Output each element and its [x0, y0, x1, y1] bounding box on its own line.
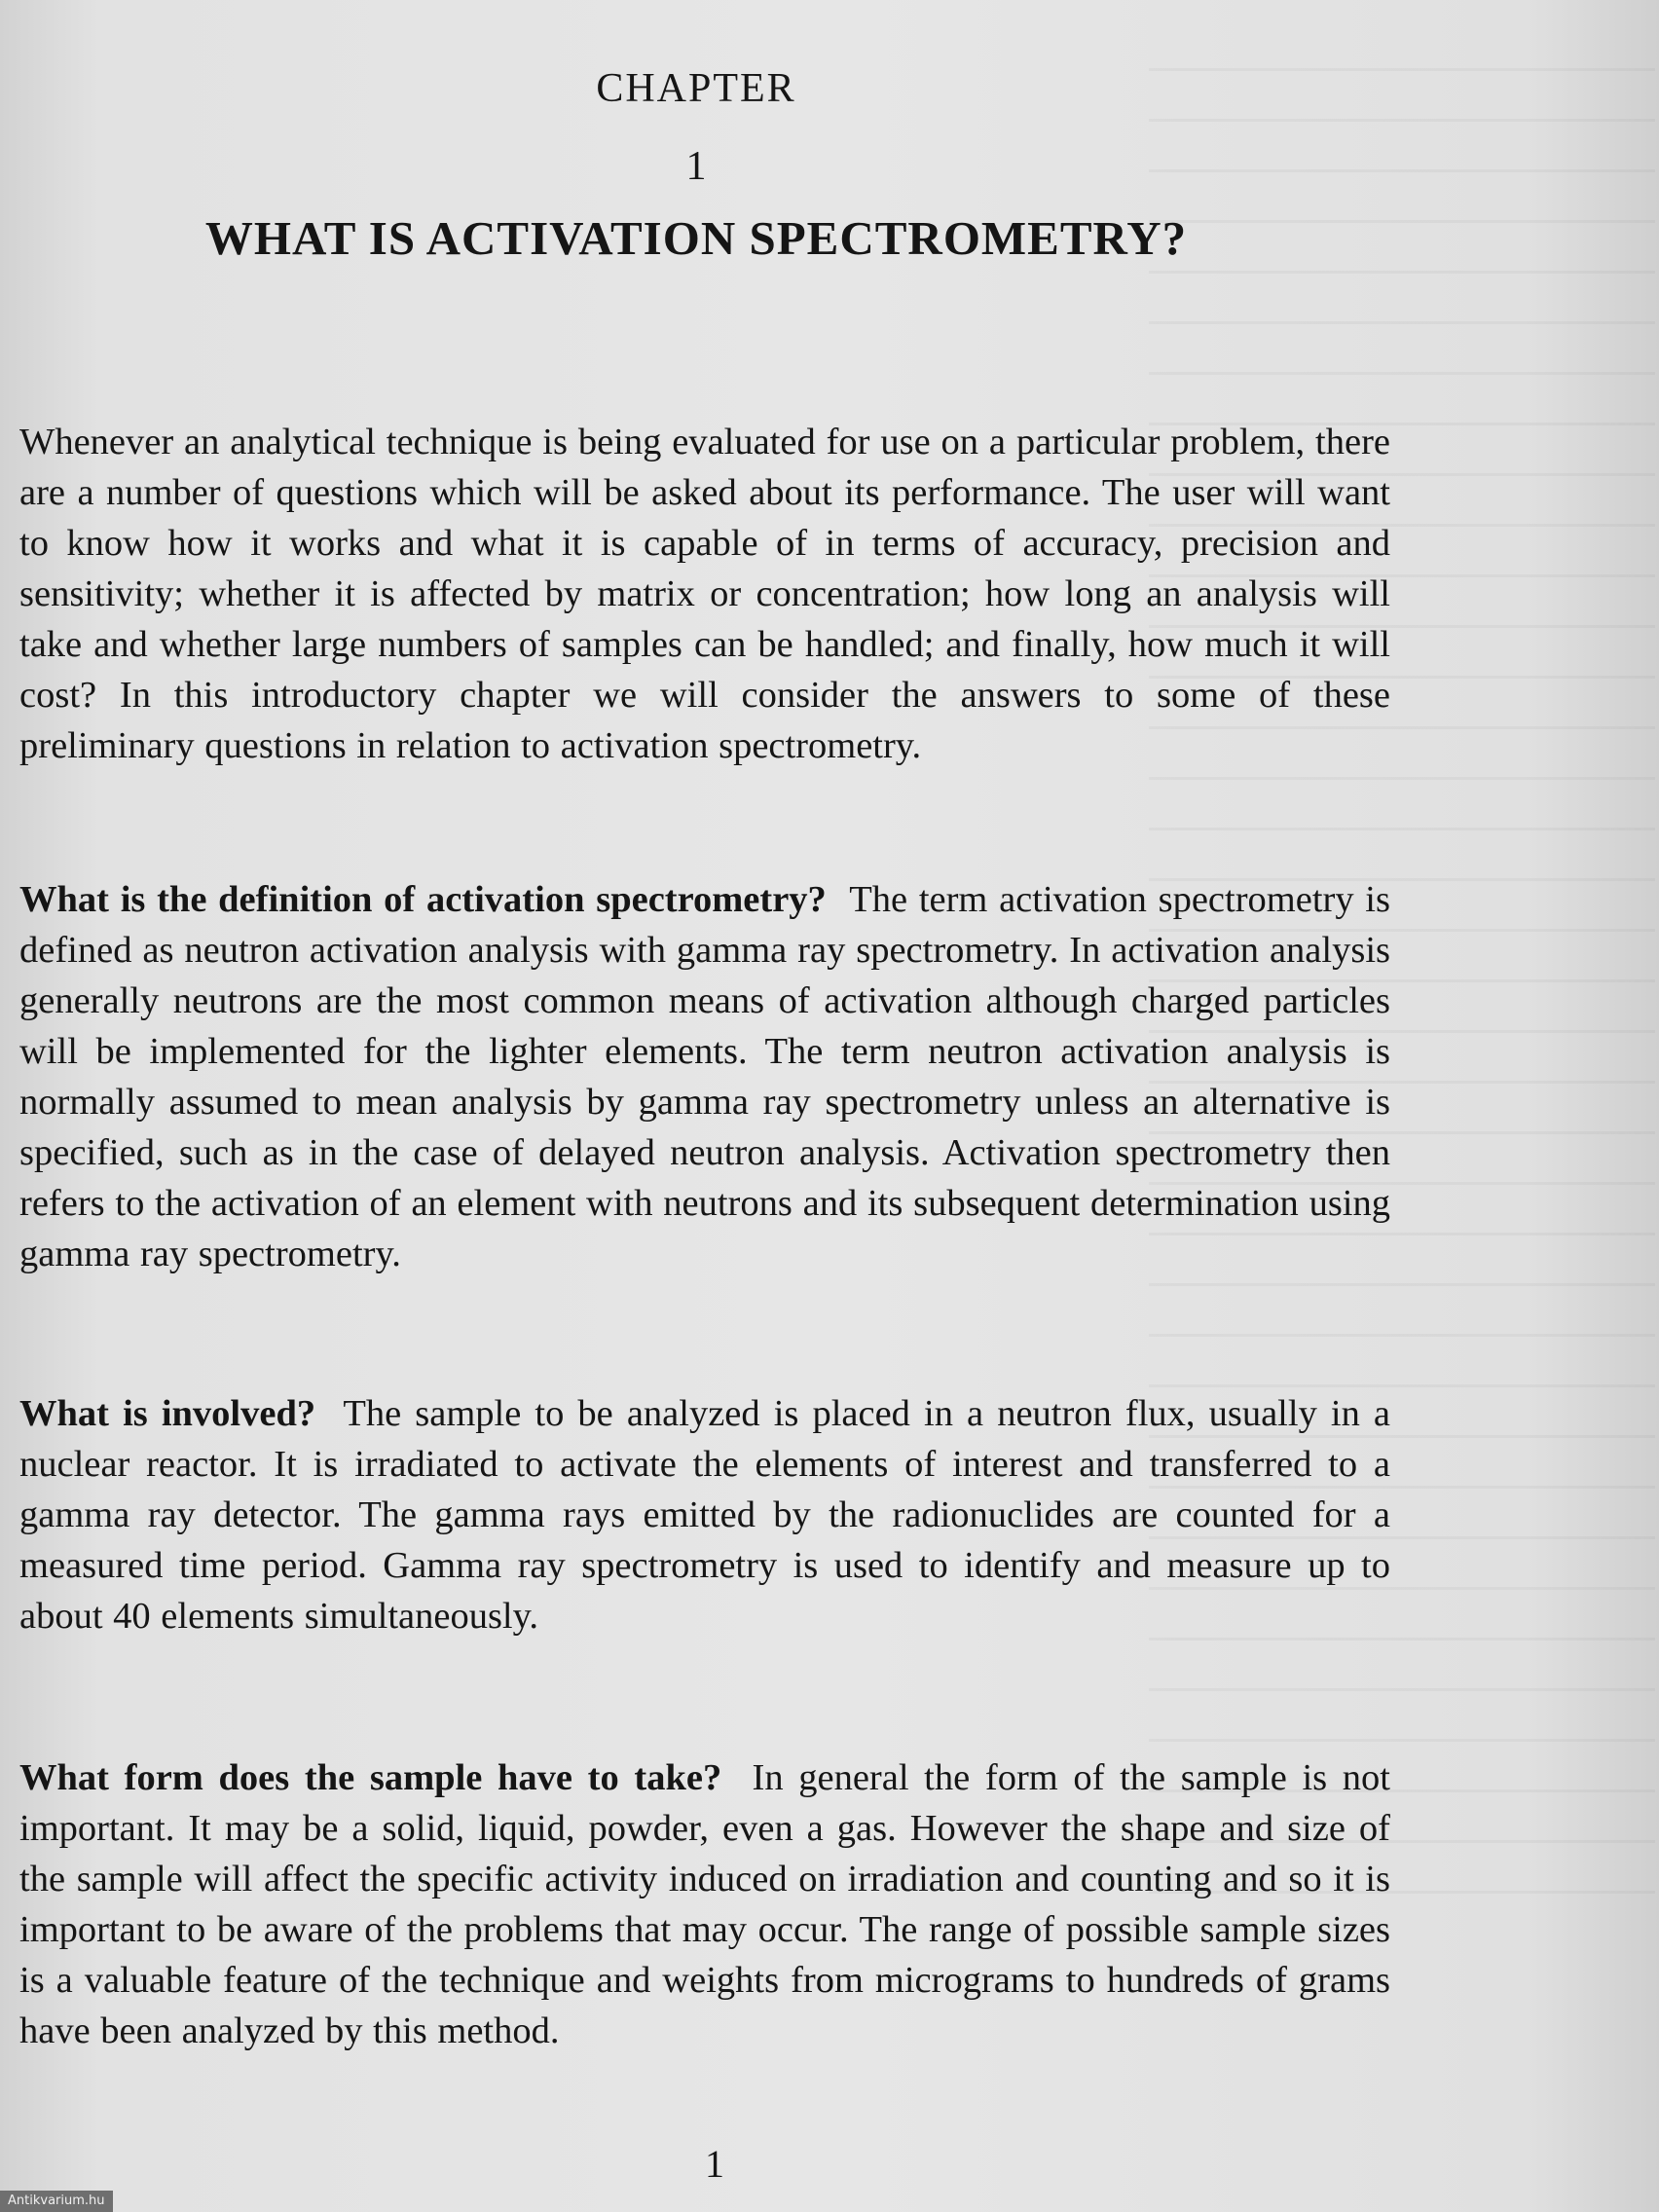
- paragraph-text: The term activation spectrometry is defined as neutron activation analysis with gamma ray spectrometry. In activation analysis generally neutrons are the most common means of activation although charged particles will be implemented for the lighter elements. The term neutron activation analysis is normally assumed to mean analysis by gamma ray spectrometry unless an alternative is specified, such as in the case of delayed neutron analysis. Activation spectrometry then refers to the activation of an element with neutrons and its subsequent determination using gamma ray spectrometry.: [19, 879, 1390, 1274]
- page-number: 1: [705, 2142, 724, 2186]
- paragraph-heading: What form does the sample have to take?: [19, 1757, 722, 1798]
- paragraph-text: The sample to be analyzed is placed in a neutron flux, usually in a nuclear reactor. It is irradiated to activate the elements of interest and transferred to a gamma ray detector. The gamma rays emitted by the radionuclides are counted for a measured time period. Gamma ray spectrometry is used to identify and measure up to about 40 elements simultaneously.: [19, 1393, 1391, 1637]
- intro-paragraph: [19, 417, 1390, 771]
- watermark-label: Antikvarium.hu: [0, 2191, 113, 2212]
- chapter-label: CHAPTER: [596, 66, 796, 111]
- chapter-title: WHAT IS ACTIVATION SPECTROMETRY?: [204, 211, 1188, 265]
- chapter-number: 1: [685, 144, 707, 189]
- paragraph-text: Whenever an analytical technique is being evaluated for use on a particular problem, there are a number of questions which will be asked about its performance. The user will want to know how it works and what it is capable of in terms of accuracy, precision and sensitivity; whether it is affected by matrix or concentration; how long an analysis will take and whether large numbers of samples can be handled; and finally, how much it will cost? In this introductory chapter we will consider the answers to some of these preliminary questions in relation to activation spectrometry.: [19, 422, 1390, 766]
- definition-paragraph: [19, 874, 1390, 1279]
- sample-form-paragraph: [19, 1752, 1390, 2056]
- paragraph-text: In general the form of the sample is not important. It may be a solid, liquid, powder, even a gas. However the shape and size of the sample will affect the specific activity induced on irradiation and counting and so it is important to be aware of the problems that may occur. The range of possible sample sizes is a valuable feature of the technique and weights from micrograms to hundreds of grams have been analyzed by this method.: [19, 1757, 1390, 2051]
- involved-paragraph: [19, 1388, 1390, 1641]
- paragraph-heading: What is involved?: [19, 1393, 316, 1434]
- paragraph-heading: What is the definition of activation spectrometry?: [19, 879, 827, 920]
